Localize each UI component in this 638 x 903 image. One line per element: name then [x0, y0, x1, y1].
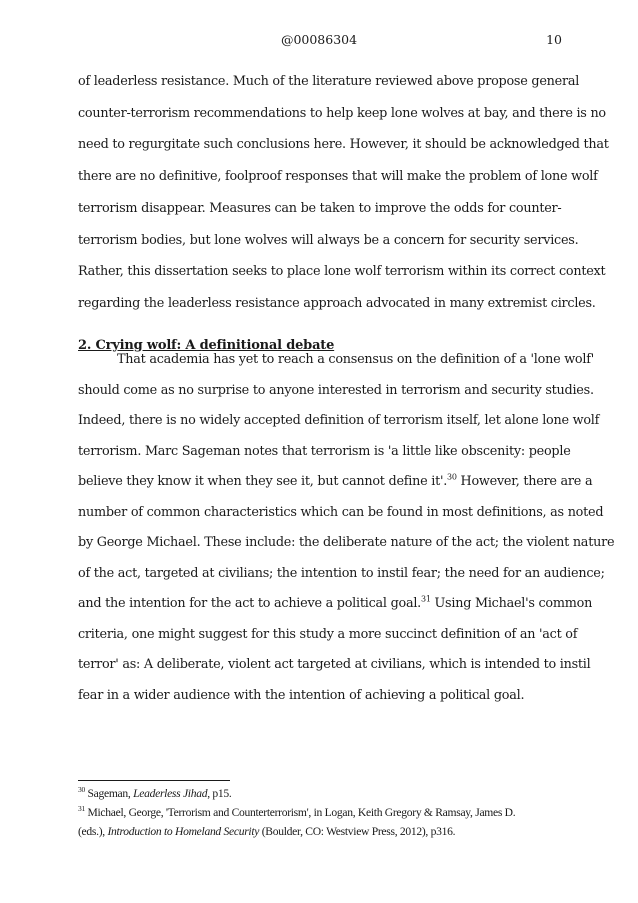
footnote-ref-30[interactable]: 30 — [447, 472, 457, 482]
body-line: of the act, targeted at civilians; the intention to instil fear; the need for an audience; — [78, 565, 605, 581]
footnote-ref-31[interactable]: 31 — [421, 594, 431, 604]
body-text: However, there are a — [456, 474, 593, 489]
footnote-number: 31 — [78, 804, 85, 814]
page-number: 10 — [546, 32, 562, 47]
body-line: That academia has yet to reach a consensus on the definition of a 'lone wolf' — [117, 352, 594, 367]
body-line: of leaderless resistance. Much of the literature reviewed above propose general — [78, 74, 580, 89]
body-line: number of common characteristics which can be found in most definitions, as noted — [78, 504, 604, 520]
body-line: by George Michael. These include: the deliberate nature of the act; the violent nature — [78, 535, 615, 550]
footnote-31-cont — [78, 825, 455, 838]
body-line — [78, 596, 592, 611]
body-line: terror' as: A deliberate, violent act targeted at civilians, which is intended to instil — [78, 657, 591, 672]
body-text: Using Michael's common — [430, 596, 593, 611]
body-text: believe they know it when they see it, but cannot define it'. — [78, 474, 448, 489]
footnote-text: (eds.), — [78, 825, 108, 838]
body-line: terrorism. Marc Sageman notes that terrorism is 'a little like obscenity: people — [78, 443, 571, 459]
footnote-31 — [78, 806, 515, 819]
header-author-id: @00086304 — [280, 32, 358, 47]
footnote-number: 30 — [78, 785, 85, 795]
footnote-title: Leaderless Jihad — [133, 787, 208, 800]
body-line — [78, 474, 592, 489]
footnote-title: Introduction to Homeland Security — [107, 825, 260, 838]
footnote-separator — [78, 780, 230, 781]
footnote-30 — [78, 787, 232, 800]
body-line: counter-terrorism recommendations to help keep lone wolves at bay, and there is no — [78, 105, 606, 121]
section-heading: 2. Crying wolf: A definitional debate — [78, 338, 335, 353]
footnote-text: , p15. — [207, 787, 232, 800]
body-text: and the intention for the act to achieve a political goal. — [78, 596, 422, 611]
body-line: regarding the leaderless resistance approach advocated in many extremist circles. — [78, 295, 596, 311]
body-line: Rather, this dissertation seeks to place lone wolf terrorism within its correct context — [78, 264, 606, 280]
body-line: Indeed, there is no widely accepted definition of terrorism itself, let alone lone wolf — [78, 413, 600, 428]
body-line: fear in a wider audience with the intention of achieving a political goal. — [78, 687, 525, 703]
footnote-text: Michael, George, 'Terrorism and Counterterrorism', in Logan, Keith Gregory & Ramsay, James D. — [84, 806, 516, 819]
body-line: terrorism bodies, but lone wolves will always be a concern for security services. — [78, 232, 579, 248]
body-line: criteria, one might suggest for this study a more succinct definition of an 'act of — [78, 626, 578, 642]
body-line: there are no definitive, foolproof responses that will make the problem of lone wolf — [78, 169, 598, 185]
footnote-text: (Boulder, CO: Westview Press, 2012), p316. — [259, 825, 456, 838]
body-line: need to regurgitate such conclusions here. However, it should be acknowledged that — [78, 137, 609, 153]
body-line: terrorism disappear. Measures can be taken to improve the odds for counter- — [78, 200, 562, 216]
footnote-text: Sageman, — [84, 787, 134, 800]
body-line: should come as no surprise to anyone interested in terrorism and security studies. — [78, 382, 594, 398]
